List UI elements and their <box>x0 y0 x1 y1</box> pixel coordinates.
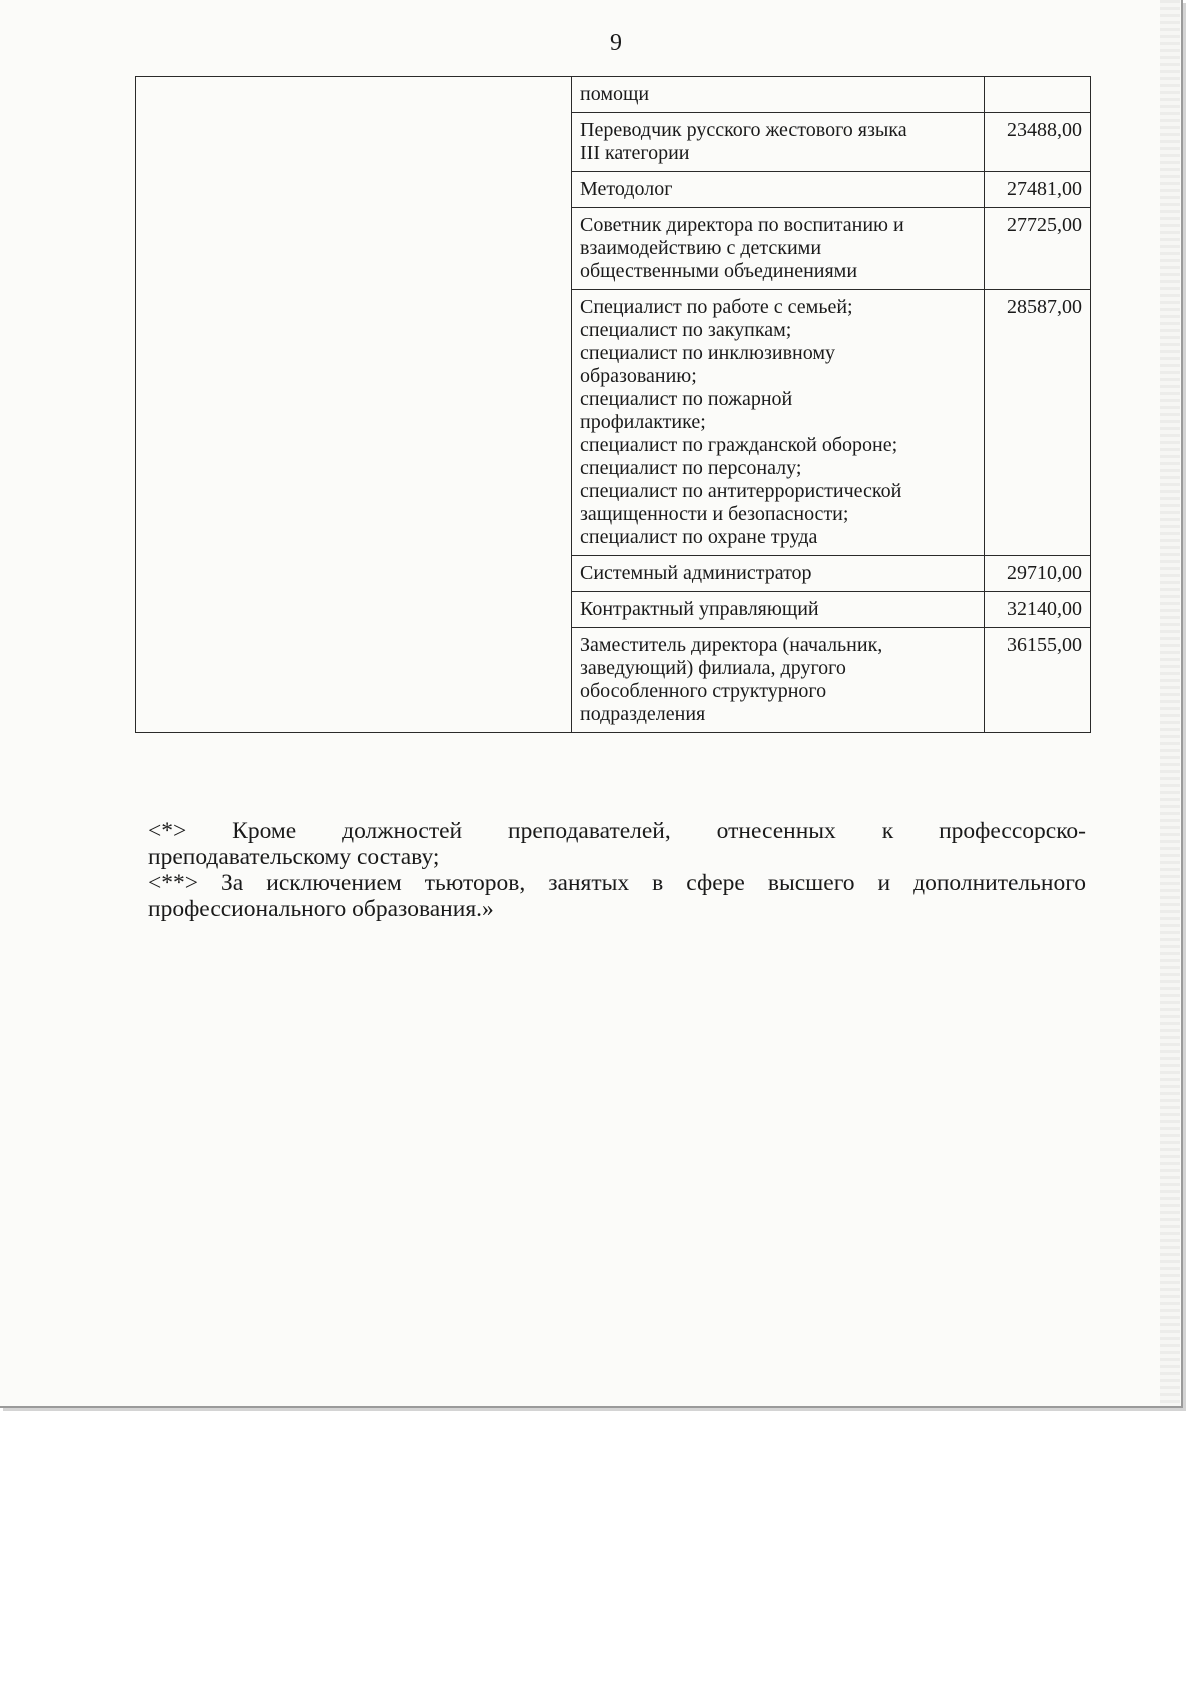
salary-value-cell: 32140,00 <box>985 592 1091 628</box>
position-name-line: обособленного структурного <box>580 680 827 702</box>
position-name-line: Методолог <box>580 178 673 200</box>
position-name-line: специалист по охране труда <box>580 526 818 548</box>
salary-table-body <box>136 77 1091 733</box>
position-name-line: специалист по пожарной <box>580 388 793 410</box>
position-name-cell <box>572 628 985 733</box>
position-name-cell <box>572 113 985 172</box>
position-name-cell <box>572 592 985 628</box>
position-name-line: заведующий) филиала, другого <box>580 657 846 679</box>
position-name-cell <box>572 290 985 556</box>
salary-value-cell <box>985 77 1091 113</box>
footnote-1 <box>148 818 1086 870</box>
footnote-1-line-1: <*> Кроме должностей преподавателей, отнесенных к профессорско- <box>148 818 1086 844</box>
footnote-2-line-1: <**> За исключением тьюторов, занятых в сфере высшего и дополнительного <box>148 870 1086 896</box>
footnote-2-line-2: профессионального образования.» <box>148 896 494 922</box>
table-row <box>136 77 1091 113</box>
position-name-line: Системный администратор <box>580 562 812 584</box>
position-name-line: III категории <box>580 142 690 164</box>
salary-value-cell: 29710,00 <box>985 556 1091 592</box>
position-name-cell <box>572 208 985 290</box>
footnote-2 <box>148 870 1086 922</box>
empty-merged-cell <box>136 77 572 733</box>
position-name-line: специалист по персоналу; <box>580 457 802 479</box>
position-name-line: Контрактный управляющий <box>580 598 819 620</box>
page-number: 9 <box>610 30 622 56</box>
salary-value-cell: 27725,00 <box>985 208 1091 290</box>
position-name-line: специалист по закупкам; <box>580 319 792 341</box>
position-name-line: подразделения <box>580 703 706 725</box>
position-name-cell <box>572 556 985 592</box>
salary-value-cell: 28587,00 <box>985 290 1091 556</box>
position-name-cell <box>572 172 985 208</box>
salary-value-cell: 23488,00 <box>985 113 1091 172</box>
position-name-line: специалист по антитеррористической <box>580 480 902 502</box>
position-name-line: Заместитель директора (начальник, <box>580 634 883 656</box>
position-name-line: специалист по инклюзивному <box>580 342 835 364</box>
position-name-cell <box>572 77 985 113</box>
footnotes <box>148 818 1086 922</box>
position-name-line: специалист по гражданской обороне; <box>580 434 898 456</box>
scan-edge-noise <box>1160 0 1180 1406</box>
position-name-line: Советник директора по воспитанию и <box>580 214 904 236</box>
salary-value-cell: 36155,00 <box>985 628 1091 733</box>
footnote-1-line-2: преподавательскому составу; <box>148 844 440 870</box>
position-name-line: Переводчик русского жестового языка <box>580 119 907 141</box>
position-name-line: профилактике; <box>580 411 706 433</box>
salary-table <box>135 76 1091 733</box>
position-name-line: помощи <box>580 83 650 105</box>
position-name-line: образованию; <box>580 365 697 387</box>
salary-value-cell: 27481,00 <box>985 172 1091 208</box>
position-name-line: защищенности и безопасности; <box>580 503 849 525</box>
position-name-line: взаимодействию с детскими <box>580 237 822 259</box>
position-name-line: общественными объединениями <box>580 260 858 282</box>
position-name-line: Специалист по работе с семьей; <box>580 296 853 318</box>
